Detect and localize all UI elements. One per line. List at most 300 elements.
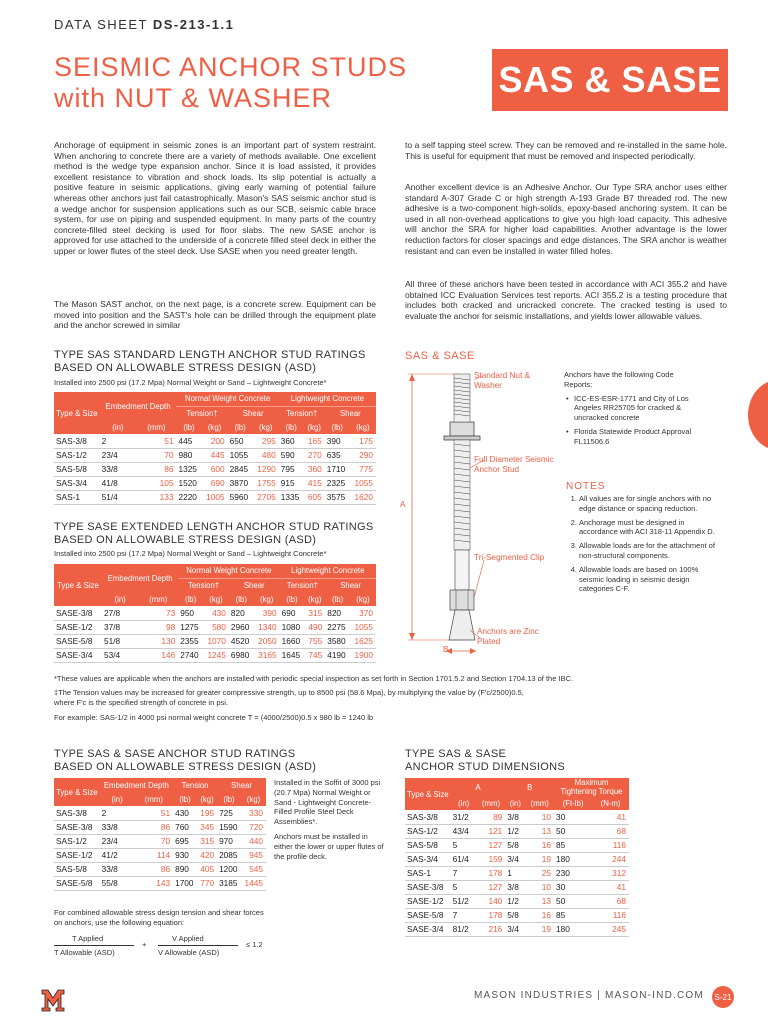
unit-kg: (kg) [350,592,376,606]
col-a: A [451,778,506,796]
unit-kg: (kg) [304,592,325,606]
unit-mm: (mm) [136,420,176,434]
table-row [54,462,376,476]
table-cell: 430 [173,806,197,820]
table-cell: 133 [136,490,176,504]
unit-lb: (lb) [217,792,241,806]
table-cell: 1200 [217,862,241,876]
eq-fraction-bar [158,945,238,946]
col-nwc-tension: Tension† [178,578,229,592]
table-row [54,490,376,504]
unit-kg: (kg) [197,792,217,806]
col-lwc-tension: Tension† [279,406,325,420]
table-cell: 1/2 [505,824,525,838]
table-cell: 370 [350,606,376,620]
table-cell: 3580 [325,634,350,648]
footnote-2: ‡The Tension values may be increased for greater compressive strength, up to 8500 psi (58.6 Mpa), by multiplying the value by (F'c/2500)0.5, [54,687,524,697]
unit-kg: (kg) [201,420,227,434]
table-cell: 51/4 [100,490,137,504]
code-report-1-text: ICC-ES-ESR-1771 and City of Los Angeles RR25705 for cracked & uncracked concrete [574,393,689,423]
table-cell: 770 [197,876,217,890]
row-label: SASE-1/2 [405,894,451,908]
table-cell: 7 [451,866,477,880]
table-cell: 175 [350,434,376,448]
side-tab-decoration [748,380,768,450]
table-row [54,820,266,834]
table-cell: 345 [197,820,217,834]
table-cell: 745 [304,648,325,662]
row-label: SAS-1/2 [54,834,100,848]
table-cell: 2050 [254,634,280,648]
table-cell: 580 [203,620,229,634]
col-embed: Embedment Depth [100,392,177,420]
footnote-example: For example: SAS-1/2 in 4000 psi normal weight concrete T = (4000/2500)0.5 x 980 lb = 1240 lb [54,713,374,723]
dimensions-table [405,778,629,937]
table-row [54,634,376,648]
table-cell: 795 [279,462,304,476]
table1-heading [54,349,366,375]
table-cell: 51 [136,434,176,448]
table-cell: 178 [477,866,506,880]
eq-fraction-bar [54,945,134,946]
table-cell: 5 [451,838,477,852]
table-cell: 130 [138,634,178,648]
bullet-icon: • [566,426,569,436]
row-label: SAS-3/4 [54,476,100,490]
unit-mm: (mm) [525,796,554,810]
unit-in: (in) [100,792,135,806]
table-cell: 1625 [350,634,376,648]
code-report-2-text: Florida Statewide Product Approval FL11506.6 [574,426,692,446]
notes-heading: NOTES [566,481,606,492]
unit-kg: (kg) [241,792,266,806]
table-cell: 53/4 [102,648,138,662]
table-cell: 1700 [173,876,197,890]
dim-b-label: B [443,645,449,654]
eq-plus: + [142,940,147,949]
table-cell: 3575 [325,490,350,504]
col-type: Type & Size [54,392,100,434]
soffit-note [274,778,386,861]
col-nwc: Normal Weight Concrete [178,564,279,578]
table-cell: 290 [350,448,376,462]
table-cell: 445 [176,434,201,448]
table-row [405,922,629,936]
table-cell: 50 [554,894,592,908]
intro-paragraph-4: Another excellent device is an Adhesive Anchor. Our Type SRA anchor uses either standard A-307 Grade C or high strength A-193 Grade B7 threaded rod. The new adhesive is a two-component high-solids, epoxy-based anchoring system. It can be used in all non-overhead applications to give you high load capacity. This adhesive will anchor the SRA for higher load capabilities. Another advantage is the lower reduction factors for closer spacings and edge distances. The SRA anchor is weather resistant and can even be installed in water filled holes. [405,182,727,256]
anchor-stud-diagram [400,368,560,668]
table-cell: 2220 [176,490,201,504]
table-row [405,908,629,922]
unit-kg: (kg) [350,420,376,434]
table-row [405,810,629,824]
table-cell: 127 [477,880,506,894]
table-cell: 4190 [325,648,350,662]
table-cell: 159 [477,852,506,866]
table-cell: 33/8 [100,820,135,834]
table-cell: 5/8 [505,908,525,922]
table-cell: 121 [477,824,506,838]
unit-lb: (lb) [279,420,304,434]
unit-in: (in) [451,796,477,810]
table-cell: 420 [197,848,217,862]
sase-ratings-table [54,564,376,663]
table-cell: 390 [254,606,280,620]
table-cell: 1620 [350,490,376,504]
table-cell: 85 [554,908,592,922]
table-cell: 19 [525,922,554,936]
code-reports [564,370,704,447]
table-cell: 86 [135,820,174,834]
table-cell: 86 [135,862,174,876]
table-cell: 114 [135,848,174,862]
table-cell: 70 [135,834,174,848]
eq-t-allowable: T Allowable (ASD) [54,948,115,957]
table-cell: 61/4 [451,852,477,866]
table-cell: 41 [592,880,629,894]
table-cell: 295 [253,434,279,448]
table-cell: 140 [477,894,506,908]
unit-kg: (kg) [253,420,279,434]
table-cell: 73 [138,606,178,620]
table-cell: 2960 [229,620,254,634]
table-cell: 3/8 [505,880,525,894]
row-label: SAS-1/2 [54,448,100,462]
col-lwc-tension: Tension† [280,578,326,592]
table-cell: 51 [135,806,174,820]
title-line-1: SEISMIC ANCHOR STUDS [54,52,408,82]
unit-lb: (lb) [325,420,350,434]
table-cell: 1070 [203,634,229,648]
table-row [54,606,376,620]
table-cell: 360 [279,434,304,448]
table-cell: 760 [173,820,197,834]
table2-heading-line2: BASED ON ALLOWABLE STRESS DESIGN (ASD) [54,534,317,546]
table-row [405,894,629,908]
soffit-note-1: Installed in the Soffit of 3000 psi (20.7 Mpa) Normal Weight or Sand - Lightweight Concrete-Filled Profile Steel Deck Assemblies*. [274,778,381,827]
table-cell: 116 [592,838,629,852]
table-cell: 1520 [176,476,201,490]
product-badge: SAS & SASE [492,49,728,111]
table-cell: 86 [136,462,176,476]
soffit-note-2: Anchors must be installed in either the lower or upper flutes of the profile deck. [274,831,384,861]
table-cell: 5960 [228,490,253,504]
table-cell: 127 [477,838,506,852]
table-cell: 5 [451,880,477,894]
table-cell: 68 [592,894,629,908]
table3-heading-line1: TYPE SAS & SASE ANCHOR STUD RATINGS [54,748,296,760]
intro-paragraph-5: All three of these anchors have been tested in accordance with ACI 355.2 and have obtained ICC Evaluation Services test reports. ACI 355.2 is a testing procedure that includes both cracked and uncracked concrete. The cracked testing is used to evaluate the anchor for seismic installations, and yields lower allowable values. [405,279,727,321]
row-label: SASE-5/8 [54,876,100,890]
table-cell: 2325 [325,476,350,490]
row-label: SASE-1/2 [54,620,102,634]
row-label: SAS-1 [405,866,451,880]
row-label: SAS-5/8 [54,462,100,476]
table-cell: 195 [197,806,217,820]
table-cell: 1710 [325,462,350,476]
table-cell: 415 [304,476,325,490]
table-cell: 2355 [178,634,203,648]
table-row [405,852,629,866]
table-cell: 30 [554,810,592,824]
col-type: Type & Size [54,564,102,606]
row-label: SAS-1/2 [405,824,451,838]
unit-kg: (kg) [304,420,325,434]
table-row [54,434,376,448]
unit-ftlb: (Ft-lb) [554,796,592,810]
ds-label: DATA SHEET [54,17,148,32]
label-clip: Tri-Segmented Clip [474,553,545,562]
table-cell: 1005 [201,490,227,504]
interaction-equation [54,934,284,964]
note-item: 4. Allowable loads are based on 100% seismic loading in seismic design categories C-F. [579,565,716,594]
table-cell: 1660 [280,634,305,648]
table-cell: 915 [279,476,304,490]
col-lwc-shear: Shear [325,578,376,592]
table-cell: 116 [592,908,629,922]
row-label: SASE-5/8 [54,634,102,648]
label-anchor-stud: Full Diameter Seismic Anchor Stud [474,455,554,474]
table-cell: 650 [228,434,253,448]
row-label: SASE-3/8 [405,880,451,894]
table-cell: 33/8 [100,862,135,876]
table-cell: 245 [592,922,629,936]
table-cell: 440 [241,834,266,848]
unit-mm: (mm) [135,792,174,806]
table-cell: 890 [173,862,197,876]
unit-kg: (kg) [254,592,280,606]
table-cell: 2 [100,434,137,448]
row-label: SAS-3/4 [405,852,451,866]
table-cell: 2740 [178,648,203,662]
col-b: B [505,778,554,796]
table-cell: 13 [525,894,554,908]
table-cell: 360 [304,462,325,476]
table-cell: 43/4 [451,824,477,838]
unit-lb: (lb) [325,592,350,606]
table-cell: 820 [325,606,350,620]
table-cell: 230 [554,866,592,880]
table4-heading-line1: TYPE SAS & SASE [405,748,507,760]
table-cell: 2705 [253,490,279,504]
table-cell: 55/8 [100,876,135,890]
table-cell: 3/4 [505,922,525,936]
table-cell: 2275 [325,620,350,634]
table-row [54,876,266,890]
mason-logo-icon [40,986,66,1012]
eq-v-allowable: V Allowable (ASD) [158,948,220,957]
col-embed: Embedment Depth [100,778,173,792]
unit-lb: (lb) [229,592,254,606]
table-cell: 1245 [203,648,229,662]
table-cell: 70 [136,448,176,462]
table-cell: 980 [176,448,201,462]
table-cell: 1335 [279,490,304,504]
table-cell: 13 [525,824,554,838]
table-cell: 490 [304,620,325,634]
table4-heading-line2: ANCHOR STUD DIMENSIONS [405,761,565,773]
table-cell: 27/8 [102,606,138,620]
row-label: SAS-1 [54,490,100,504]
table-cell: 605 [304,490,325,504]
table-cell: 41 [592,810,629,824]
combined-note: For combined allowable stress design tension and shear forces on anchors, use the following equation: [54,908,264,927]
table-cell: 1 [505,866,525,880]
table-cell: 165 [304,434,325,448]
table-cell: 1080 [280,620,305,634]
table-cell: 3/4 [505,852,525,866]
table-row [54,648,376,662]
footer-company: MASON INDUSTRIES | MASON-IND.COM [474,990,704,1001]
col-lwc: Lightweight Concrete [279,392,376,406]
table-cell: 950 [178,606,203,620]
table-cell: 970 [217,834,241,848]
table-cell: 725 [217,806,241,820]
unit-in: (in) [102,592,138,606]
table-cell: 775 [350,462,376,476]
col-lwc: Lightweight Concrete [280,564,376,578]
table-cell: 1340 [254,620,280,634]
row-label: SASE-5/8 [405,908,451,922]
table-cell: 31/2 [451,810,477,824]
table-cell: 180 [554,852,592,866]
note-item: 2. Anchorage must be designed in accordance with ACI 318-11 Appendix D. [579,518,716,538]
table-cell: 270 [304,448,325,462]
note-item: 1. All values are for single anchors with no edge distance or spacing reduction. [579,494,716,514]
table-cell: 3870 [228,476,253,490]
row-label: SASE-3/8 [54,820,100,834]
table-cell: 10 [525,880,554,894]
table-cell: 720 [241,820,266,834]
bullet-icon: • [566,393,569,403]
col-nwc-shear: Shear [229,578,280,592]
unit-lb: (lb) [176,420,201,434]
table-cell: 1445 [241,876,266,890]
table-cell: 50 [554,824,592,838]
row-label: SAS-5/8 [54,862,100,876]
row-label: SASE-3/8 [54,606,102,620]
table-cell: 51/8 [102,634,138,648]
table-cell: 19 [525,852,554,866]
table1-subnote: Installed into 2500 psi (17.2 Mpa) Normal Weight or Sand – Lightweight Concrete* [54,378,327,387]
sas-sase-ratings-table [54,778,266,891]
diagram-heading: SAS & SASE [405,350,475,362]
table-cell: 1900 [350,648,376,662]
page-title [54,52,407,114]
intro-paragraph-3: to a self tapping steel screw. They can be removed and re-installed in the same hole. This is useful for equipment that must be removed and inspected periodically. [405,140,727,161]
table4-heading [405,748,565,774]
table-cell: 755 [304,634,325,648]
table-cell: 315 [197,834,217,848]
table-cell: 695 [173,834,197,848]
label-zinc: Anchors are Zinc Plated [477,627,539,646]
table-cell: 1590 [217,820,241,834]
note-item: 3. Allowable loads are for the attachment of non-structural components. [579,541,716,561]
table-cell: 98 [138,620,178,634]
table1-heading-line1: TYPE SAS STANDARD LENGTH ANCHOR STUD RATINGS [54,349,366,361]
table-cell: 37/8 [102,620,138,634]
table2-heading [54,521,374,547]
table-cell: 1055 [350,476,376,490]
unit-lb: (lb) [228,420,253,434]
col-nwc-shear: Shear [228,406,279,420]
col-type: Type & Size [405,778,451,810]
table-cell: 30 [554,880,592,894]
table-row [54,862,266,876]
ds-number: DS-213-1.1 [152,17,235,32]
col-nwc: Normal Weight Concrete [176,392,278,406]
unit-mm: (mm) [477,796,506,810]
table-row [54,806,266,820]
table-cell: 1290 [253,462,279,476]
unit-lb: (lb) [173,792,197,806]
table-cell: 6980 [229,648,254,662]
table-cell: 143 [135,876,174,890]
col-embed: Embedment Depth [102,564,178,592]
table-cell: 1755 [253,476,279,490]
title-line-2: with NUT & WASHER [54,83,333,113]
table-cell: 635 [325,448,350,462]
table-row [405,838,629,852]
code-report-1 [564,394,704,423]
table-cell: 3185 [217,876,241,890]
row-label: SAS-5/8 [405,838,451,852]
table-cell: 41/8 [100,476,137,490]
notes-list [566,494,716,594]
table-cell: 85 [554,838,592,852]
table-row [54,448,376,462]
sas-ratings-table [54,392,376,505]
footnotes [54,674,734,723]
table-cell: 3165 [254,648,280,662]
table-cell: 445 [201,448,227,462]
table-cell: 590 [279,448,304,462]
unit-kg: (kg) [203,592,229,606]
table-row [54,476,376,490]
table-cell: 68 [592,824,629,838]
label-nut-washer: Standard Nut & Washer [474,371,530,390]
table-cell: 820 [229,606,254,620]
table-cell: 178 [477,908,506,922]
unit-lb: (lb) [280,592,305,606]
table-cell: 2845 [228,462,253,476]
unit-mm: (mm) [138,592,178,606]
unit-in: (in) [100,420,137,434]
row-label: SAS-3/8 [54,806,100,820]
table-cell: 10 [525,810,554,824]
table-cell: 2085 [217,848,241,862]
table-cell: 25 [525,866,554,880]
row-label: SASE-3/4 [405,922,451,936]
unit-in: (in) [505,796,525,810]
page-number: S-21 [712,986,734,1008]
table-cell: 480 [253,448,279,462]
code-reports-intro: Anchors have the following Code Reports: [564,370,674,389]
row-label: SAS-3/8 [405,810,451,824]
col-shear: Shear [217,778,266,792]
table-cell: 3/8 [505,810,525,824]
table-cell: 180 [554,922,592,936]
table-cell: 41/2 [100,848,135,862]
table-row [405,866,629,880]
table-cell: 89 [477,810,506,824]
intro-paragraph-2: The Mason SAST anchor, on the next page, is a concrete screw. Equipment can be moved into position and the SAST's hole can be drilled through the equipment plate and the anchor screwed in similar [54,299,376,331]
table-cell: 146 [138,648,178,662]
footnote-3: where F'c is the specified strength of concrete in psi. [54,697,229,707]
eq-v-applied: V Applied [172,934,204,943]
col-torque: Maximum Tightening Torque [554,778,629,796]
table-cell: 1275 [178,620,203,634]
